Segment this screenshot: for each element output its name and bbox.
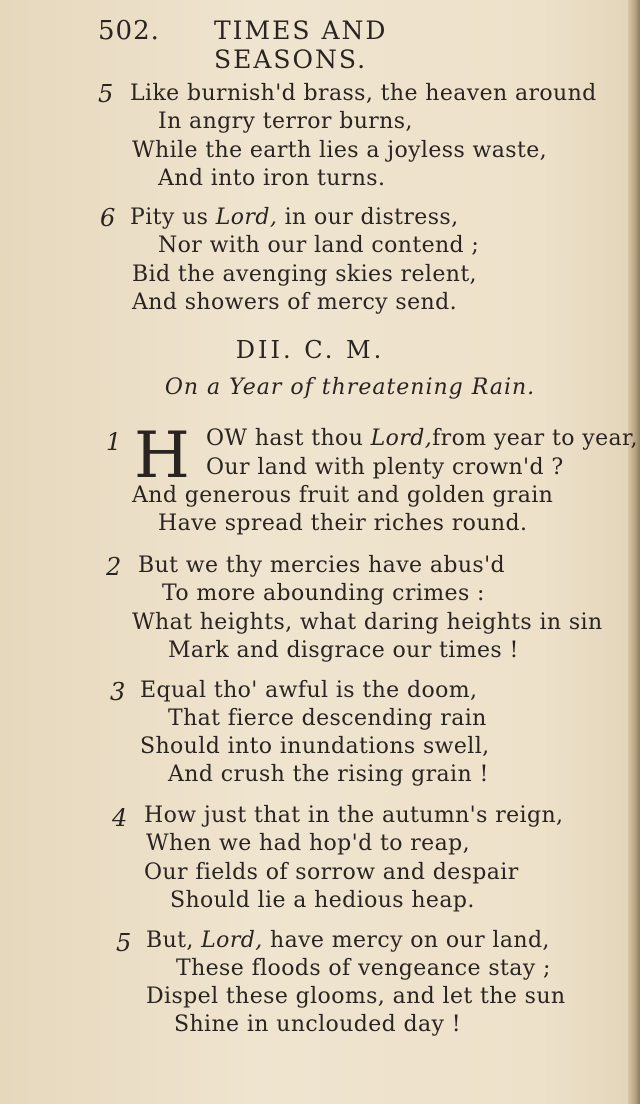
- verse-line: Our fields of sorrow and despair: [144, 860, 519, 885]
- hymn-number-meter: DII. C. M.: [235, 336, 385, 364]
- verse-line: To more abounding crimes :: [162, 581, 485, 606]
- drop-cap: H: [134, 419, 190, 493]
- verse-line: Pity us Lord, in our distress,: [130, 205, 459, 230]
- verse-line: OW hast thou Lord,from year to year,: [206, 426, 638, 451]
- running-title: TIMES AND SEASONS.: [214, 16, 388, 74]
- verse-line: How just that in the autumn's reign,: [144, 803, 564, 828]
- page-gutter-shadow: [628, 0, 640, 1104]
- verse-line: Our land with plenty crown'd ?: [206, 455, 564, 480]
- lord-italic: Lord,: [201, 928, 263, 953]
- verse-line: Have spread their riches round.: [158, 511, 528, 536]
- verse-line: These floods of vengeance stay ;: [176, 956, 551, 981]
- stanza-number: 5: [116, 929, 132, 957]
- verse-line: While the earth lies a joyless waste,: [132, 138, 548, 163]
- page-number: 502.: [98, 16, 160, 46]
- stanza-number: 5: [98, 80, 114, 108]
- verse-line: Shine in unclouded day !: [174, 1012, 462, 1037]
- verse-line: Mark and disgrace our times !: [168, 638, 519, 663]
- stanza-number: 1: [106, 428, 122, 456]
- stanza-number: 6: [100, 204, 116, 232]
- lord-italic: Lord,: [370, 426, 433, 451]
- verse-line: In angry terror burns,: [158, 109, 413, 134]
- verse-line: And into iron turns.: [158, 166, 386, 191]
- hymn-subtitle: On a Year of threatening Rain.: [164, 375, 536, 400]
- verse-line: And showers of mercy send.: [132, 290, 457, 315]
- stanza-number: 4: [112, 804, 128, 832]
- verse-line: Should into inundations swell,: [140, 734, 490, 759]
- stanza-number: 3: [110, 678, 126, 706]
- verse-line: And crush the rising grain !: [168, 762, 489, 787]
- verse-line: Equal tho' awful is the doom,: [140, 678, 478, 703]
- running-head: [98, 14, 538, 74]
- verse-line: That fierce descending rain: [168, 706, 487, 731]
- verse-line: Bid the avenging skies relent,: [132, 262, 477, 287]
- verse-line: But, Lord, have mercy on our land,: [146, 928, 550, 953]
- verse-line: Should lie a hedious heap.: [170, 888, 475, 913]
- lord-italic: Lord,: [215, 205, 278, 230]
- verse-line: But we thy mercies have abus'd: [138, 553, 506, 578]
- verse-line: When we had hop'd to reap,: [146, 831, 470, 856]
- verse-line: And generous fruit and golden grain: [132, 483, 554, 508]
- verse-line: Like burnish'd brass, the heaven around: [130, 81, 597, 106]
- verse-line: What heights, what daring heights in sin: [132, 610, 603, 635]
- verse-line: Nor with our land contend ;: [158, 233, 480, 258]
- verse-line: Dispel these glooms, and let the sun: [146, 984, 566, 1009]
- stanza-number: 2: [106, 553, 122, 581]
